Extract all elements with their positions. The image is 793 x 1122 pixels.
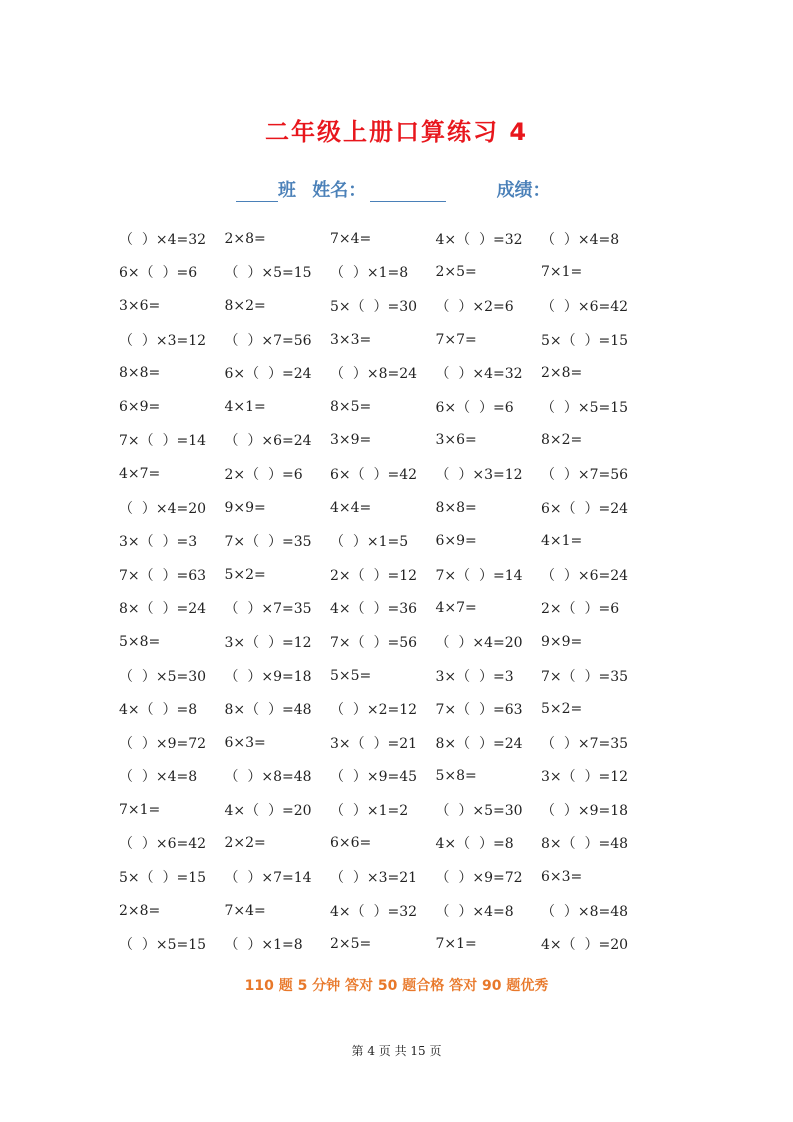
problem-item: 3×（ ）=12 [541, 769, 629, 786]
problem-item: 4×1= [541, 533, 583, 550]
problem-item: 8×5= [330, 398, 372, 415]
problem-item: 3×6= [119, 297, 161, 314]
footer-note: 110 题 5 分钟 答对 50 题合格 答对 90 题优秀 [244, 978, 549, 994]
problem-item: 8×（ ）=48 [224, 702, 312, 719]
problem-item: 5×5= [330, 667, 372, 684]
problem-item: 6×3= [224, 734, 266, 751]
problem-item: 2×5= [330, 936, 372, 953]
problem-item: 9×9= [224, 499, 266, 516]
problem-item: （ ）×9=72 [119, 735, 207, 752]
problem-row [119, 726, 679, 760]
problem-item: （ ）×9=72 [435, 870, 523, 887]
problem-row [119, 793, 679, 827]
problem-item: 8×2= [224, 297, 266, 314]
problem-item: 7×4= [224, 902, 266, 919]
problem-item: （ ）×4=8 [541, 231, 620, 248]
problem-item: （ ）×2=12 [330, 702, 418, 719]
problem-item: 6×6= [330, 835, 372, 852]
problem-item: 2×8= [224, 230, 266, 247]
problem-item: 4×1= [224, 398, 266, 415]
problem-item: （ ）×5=30 [119, 668, 207, 685]
problem-item: （ ）×3=12 [435, 466, 523, 483]
problem-item: 9×9= [541, 633, 583, 650]
problem-item: 8×（ ）=24 [435, 735, 523, 752]
problem-item: （ ）×8=24 [330, 366, 418, 383]
problem-item: 4×7= [435, 600, 477, 617]
problem-grid [119, 222, 679, 961]
student-info-line [236, 176, 551, 206]
problem-row [119, 692, 679, 726]
name-blank[interactable] [370, 181, 446, 202]
problem-item: 2×5= [435, 264, 477, 281]
problem-item: 4×（ ）=32 [435, 231, 523, 248]
class-label: 班 [278, 180, 296, 201]
page-number: 第 4 页 共 15 页 [351, 1044, 442, 1058]
problem-item: 7×（ ）=56 [330, 634, 418, 651]
problem-item: （ ）×7=35 [541, 735, 629, 752]
problem-item: （ ）×4=32 [119, 231, 207, 248]
problem-item: 7×1= [541, 264, 583, 281]
problem-item: （ ）×5=15 [541, 399, 629, 416]
problem-item: 6×（ ）=42 [330, 466, 418, 483]
problem-item: 5×（ ）=15 [119, 870, 207, 887]
problem-item: 3×9= [330, 432, 372, 449]
problem-item: 6×9= [119, 398, 161, 415]
problem-row [119, 927, 679, 961]
problem-item: 7×7= [435, 331, 477, 348]
problem-item: 2×8= [541, 365, 583, 382]
problem-item: （ ）×9=45 [330, 769, 418, 786]
problem-item: 2×2= [224, 835, 266, 852]
problem-item: （ ）×4=8 [435, 903, 514, 920]
problem-item: 6×（ ）=6 [119, 265, 198, 282]
problem-item: （ ）×4=8 [119, 769, 198, 786]
problem-item: （ ）×5=30 [435, 802, 523, 819]
problem-item: 3×3= [330, 331, 372, 348]
problem-item: 6×3= [541, 869, 583, 886]
problem-item: （ ）×3=12 [119, 332, 207, 349]
problem-row [119, 457, 679, 491]
problem-row [119, 592, 679, 626]
problem-item: （ ）×2=6 [435, 298, 514, 315]
problem-item: 4×7= [119, 465, 161, 482]
problem-row [119, 256, 679, 290]
problem-item: 6×（ ）=24 [541, 500, 629, 517]
problem-item: （ ）×7=35 [224, 601, 312, 618]
problem-row [119, 323, 679, 357]
problem-item: 6×（ ）=24 [224, 366, 312, 383]
problem-row [119, 625, 679, 659]
problem-item: 7×（ ）=63 [119, 567, 207, 584]
problem-row [119, 222, 679, 256]
problem-item: 4×4= [330, 499, 372, 516]
problem-item: （ ）×1=8 [330, 265, 409, 282]
problem-item: （ ）×4=20 [119, 500, 207, 517]
problem-row [119, 424, 679, 458]
problem-item: （ ）×7=14 [224, 870, 312, 887]
problem-item: （ ）×7=56 [224, 332, 312, 349]
problem-item: 7×（ ）=63 [435, 702, 523, 719]
problem-item: 2×（ ）=12 [330, 567, 418, 584]
problem-item: 5×（ ）=15 [541, 332, 629, 349]
problem-item: 7×（ ）=14 [435, 567, 523, 584]
problem-row [119, 491, 679, 525]
problem-item: 8×（ ）=48 [541, 836, 629, 853]
problem-row [119, 827, 679, 861]
problem-item: 6×9= [435, 533, 477, 550]
problem-item: （ ）×4=32 [435, 366, 523, 383]
problem-item: （ ）×6=24 [224, 433, 312, 450]
problem-row [119, 289, 679, 323]
problem-item: 8×2= [541, 432, 583, 449]
problem-item: （ ）×6=42 [541, 298, 629, 315]
problem-item: 3×6= [435, 432, 477, 449]
problem-item: 5×（ ）=30 [330, 298, 418, 315]
problem-row [119, 524, 679, 558]
problem-item: 4×（ ）=32 [330, 903, 418, 920]
problem-item: 7×4= [330, 230, 372, 247]
problem-item: 7×（ ）=35 [224, 534, 312, 551]
problem-item: 2×（ ）=6 [224, 466, 303, 483]
problem-row [119, 860, 679, 894]
problem-row [119, 760, 679, 794]
class-blank[interactable] [236, 181, 278, 202]
problem-item: （ ）×8=48 [541, 903, 629, 920]
problem-row [119, 894, 679, 928]
problem-item: （ ）×8=48 [224, 769, 312, 786]
problem-item: 4×（ ）=8 [435, 836, 514, 853]
problem-item: 3×（ ）=3 [435, 668, 514, 685]
problem-item: （ ）×5=15 [224, 265, 312, 282]
problem-item: 6×（ ）=6 [435, 399, 514, 416]
problem-item: 4×（ ）=20 [224, 802, 312, 819]
problem-item: （ ）×9=18 [224, 668, 312, 685]
problem-item: 7×（ ）=14 [119, 433, 207, 450]
problem-item: 8×8= [119, 365, 161, 382]
problem-item: （ ）×1=5 [330, 534, 409, 551]
problem-item: （ ）×9=18 [541, 802, 629, 819]
problem-row [119, 356, 679, 390]
problem-item: 5×8= [435, 768, 477, 785]
problem-item: 5×2= [541, 701, 583, 718]
problem-item: 7×（ ）=35 [541, 668, 629, 685]
problem-item: 3×（ ）=3 [119, 534, 198, 551]
page-title: 二年级上册口算练习 4 [264, 118, 529, 146]
name-label: 姓名： [312, 180, 367, 201]
problem-item: 4×（ ）=20 [541, 937, 629, 954]
problem-item: 3×（ ）=12 [224, 634, 312, 651]
problem-item: （ ）×5=15 [119, 937, 207, 954]
problem-item: （ ）×6=24 [541, 567, 629, 584]
problem-item: 5×2= [224, 566, 266, 583]
problem-item: （ ）×1=8 [224, 937, 303, 954]
problem-item: 8×8= [435, 499, 477, 516]
problem-item: （ ）×4=20 [435, 634, 523, 651]
problem-item: 7×1= [119, 801, 161, 818]
problem-item: （ ）×3=21 [330, 870, 418, 887]
problem-item: 2×8= [119, 902, 161, 919]
problem-item: 4×（ ）=36 [330, 601, 418, 618]
problem-item: （ ）×7=56 [541, 466, 629, 483]
score-label: 成绩： [496, 180, 551, 201]
problem-item: 2×（ ）=6 [541, 601, 620, 618]
problem-item: （ ）×1=2 [330, 802, 409, 819]
problem-item: （ ）×6=42 [119, 836, 207, 853]
problem-item: 3×（ ）=21 [330, 735, 418, 752]
problem-item: 4×（ ）=8 [119, 702, 198, 719]
problem-item: 8×（ ）=24 [119, 601, 207, 618]
problem-row [119, 659, 679, 693]
problem-row [119, 558, 679, 592]
problem-item: 7×1= [435, 936, 477, 953]
problem-item: 5×8= [119, 633, 161, 650]
problem-row [119, 390, 679, 424]
